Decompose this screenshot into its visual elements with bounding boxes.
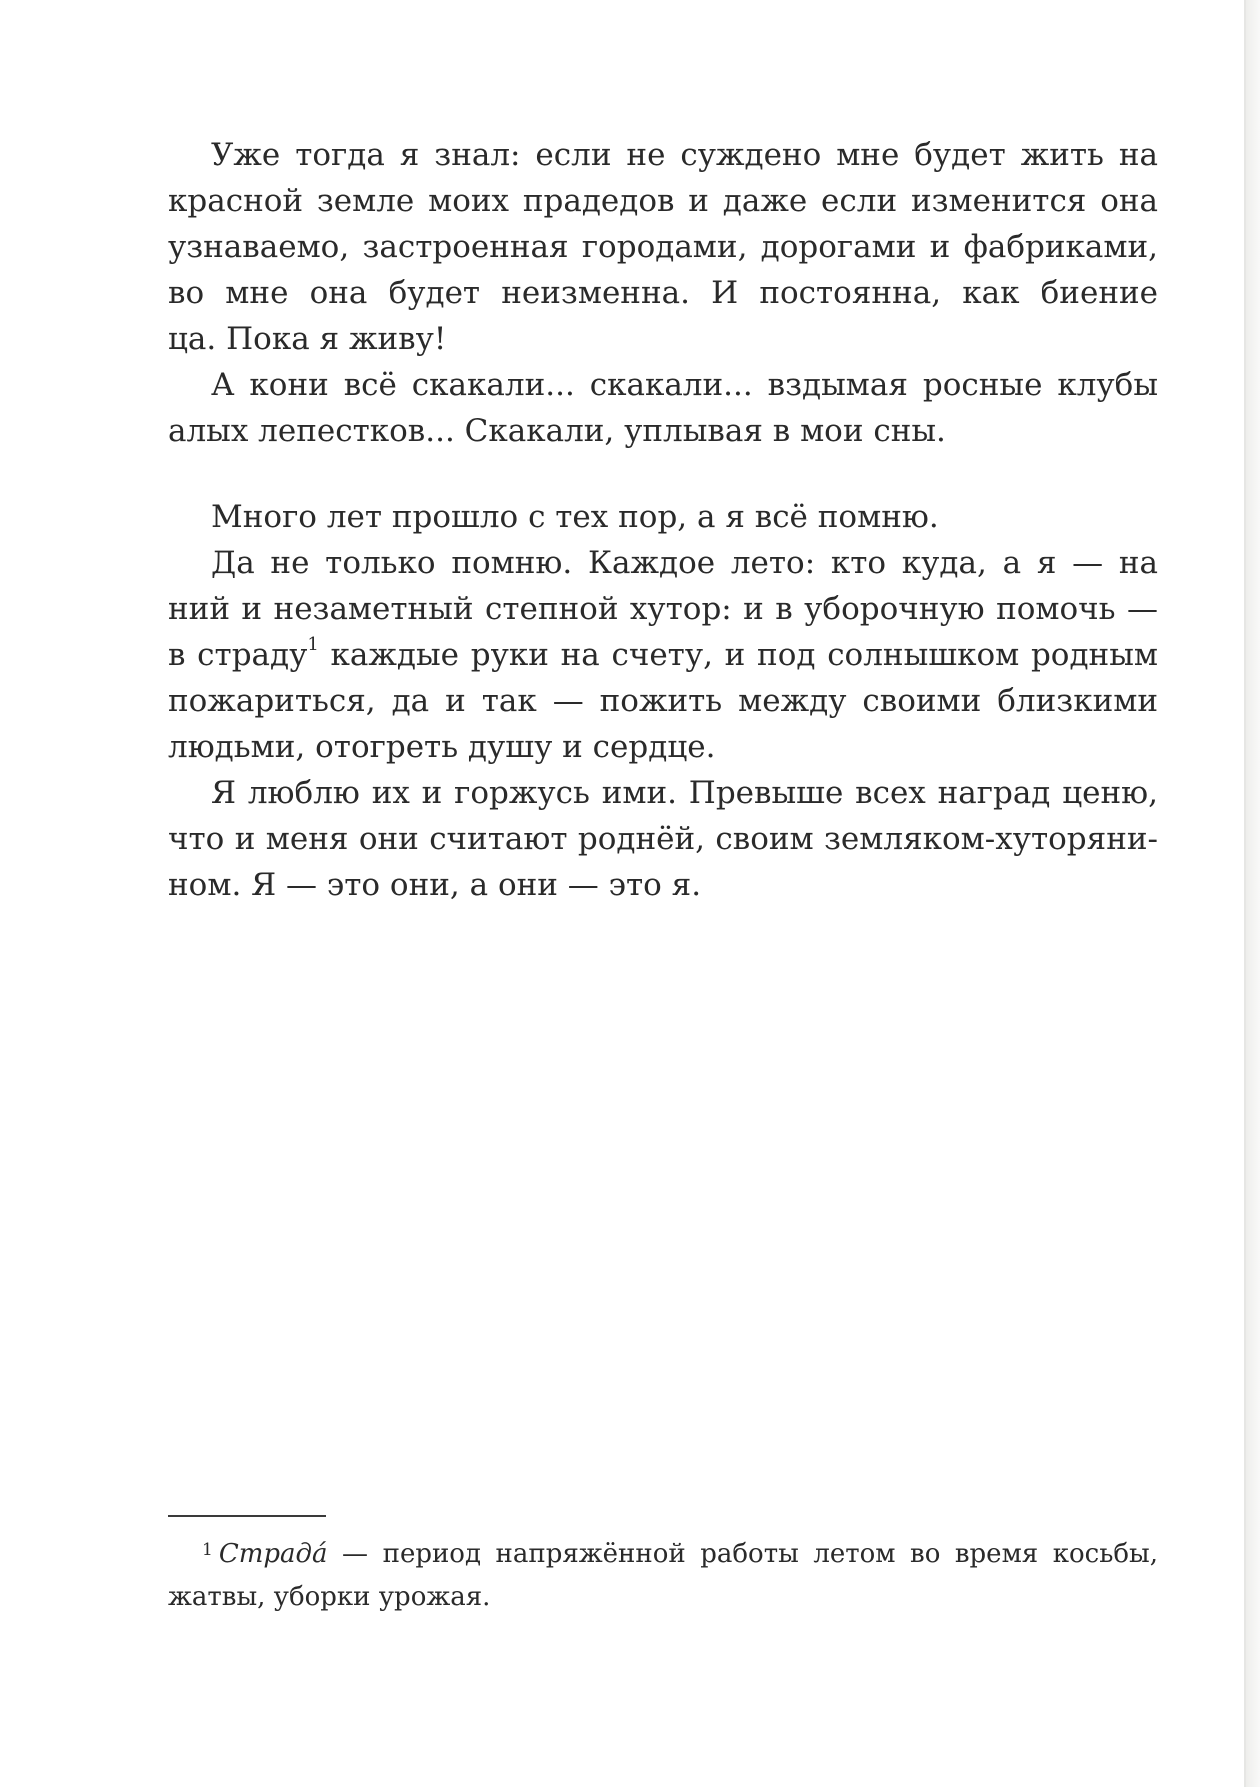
text-line: красной земле моих прадедов и даже если изменится она — [168, 183, 1158, 219]
text-line: Я люблю их и горжусь ими. Превыше всех наград ценю, — [211, 775, 1158, 811]
text-line: ном. Я — это они, а они — это я. — [168, 867, 702, 903]
footnote-separator — [168, 1515, 326, 1517]
text-line: ца. Пока я живу! — [168, 321, 447, 357]
text-line: А кони всё скакали... скакали... вздымая росные клубы — [211, 367, 1158, 403]
footnote-marker: 1 — [202, 1540, 213, 1560]
section-break — [168, 454, 1158, 494]
text-line: Да не только помню. Каждое лето: кто куда, а я — на — [211, 545, 1158, 581]
paragraph-4 — [168, 540, 1158, 770]
footnote-term: Страдá — [218, 1539, 328, 1569]
text-line: Много лет прошло с тех пор, а я всё помню. — [211, 499, 939, 535]
footnote — [168, 1533, 1158, 1619]
text-line: ний и незаметный степной хутор: и в уборочную помочь — — [168, 591, 1158, 627]
paragraph-5 — [168, 770, 1158, 908]
text-line: алых лепестков... Скакали, уплывая в мои сны. — [168, 413, 946, 449]
paragraph-3 — [168, 494, 1158, 540]
text-line: людьми, отогреть душу и сердце. — [168, 729, 716, 765]
footnote-reference[interactable]: 1 — [307, 633, 319, 655]
footnote-line — [168, 1533, 1158, 1576]
text-line: что и меня они считают роднёй, своим земляком-хуторяни- — [168, 821, 1158, 857]
text-line: пожариться, да и так — пожить между своими близкими — [168, 683, 1158, 719]
footnote-line: жатвы, уборки урожая. — [168, 1582, 491, 1612]
paragraph-2 — [168, 362, 1158, 454]
text-line-with-footnote — [168, 632, 1158, 678]
page-edge — [1246, 0, 1260, 1787]
text-line: узнаваемо, застроенная городами, дорогами и фабриками, — [168, 229, 1158, 265]
text-line: Уже тогда я знал: если не суждено мне будет жить на — [211, 137, 1158, 173]
text-fragment: каждые руки на счету, и под солнышком родным — [330, 637, 1158, 673]
text-line: во мне она будет неизменна. И постоянна, как биение — [168, 275, 1158, 311]
main-text — [168, 132, 1158, 908]
footnote-definition: — период напряжённой работы летом во время косьбы, — [327, 1539, 1158, 1569]
paragraph-1 — [168, 132, 1158, 362]
text-fragment: в страду — [168, 637, 308, 673]
